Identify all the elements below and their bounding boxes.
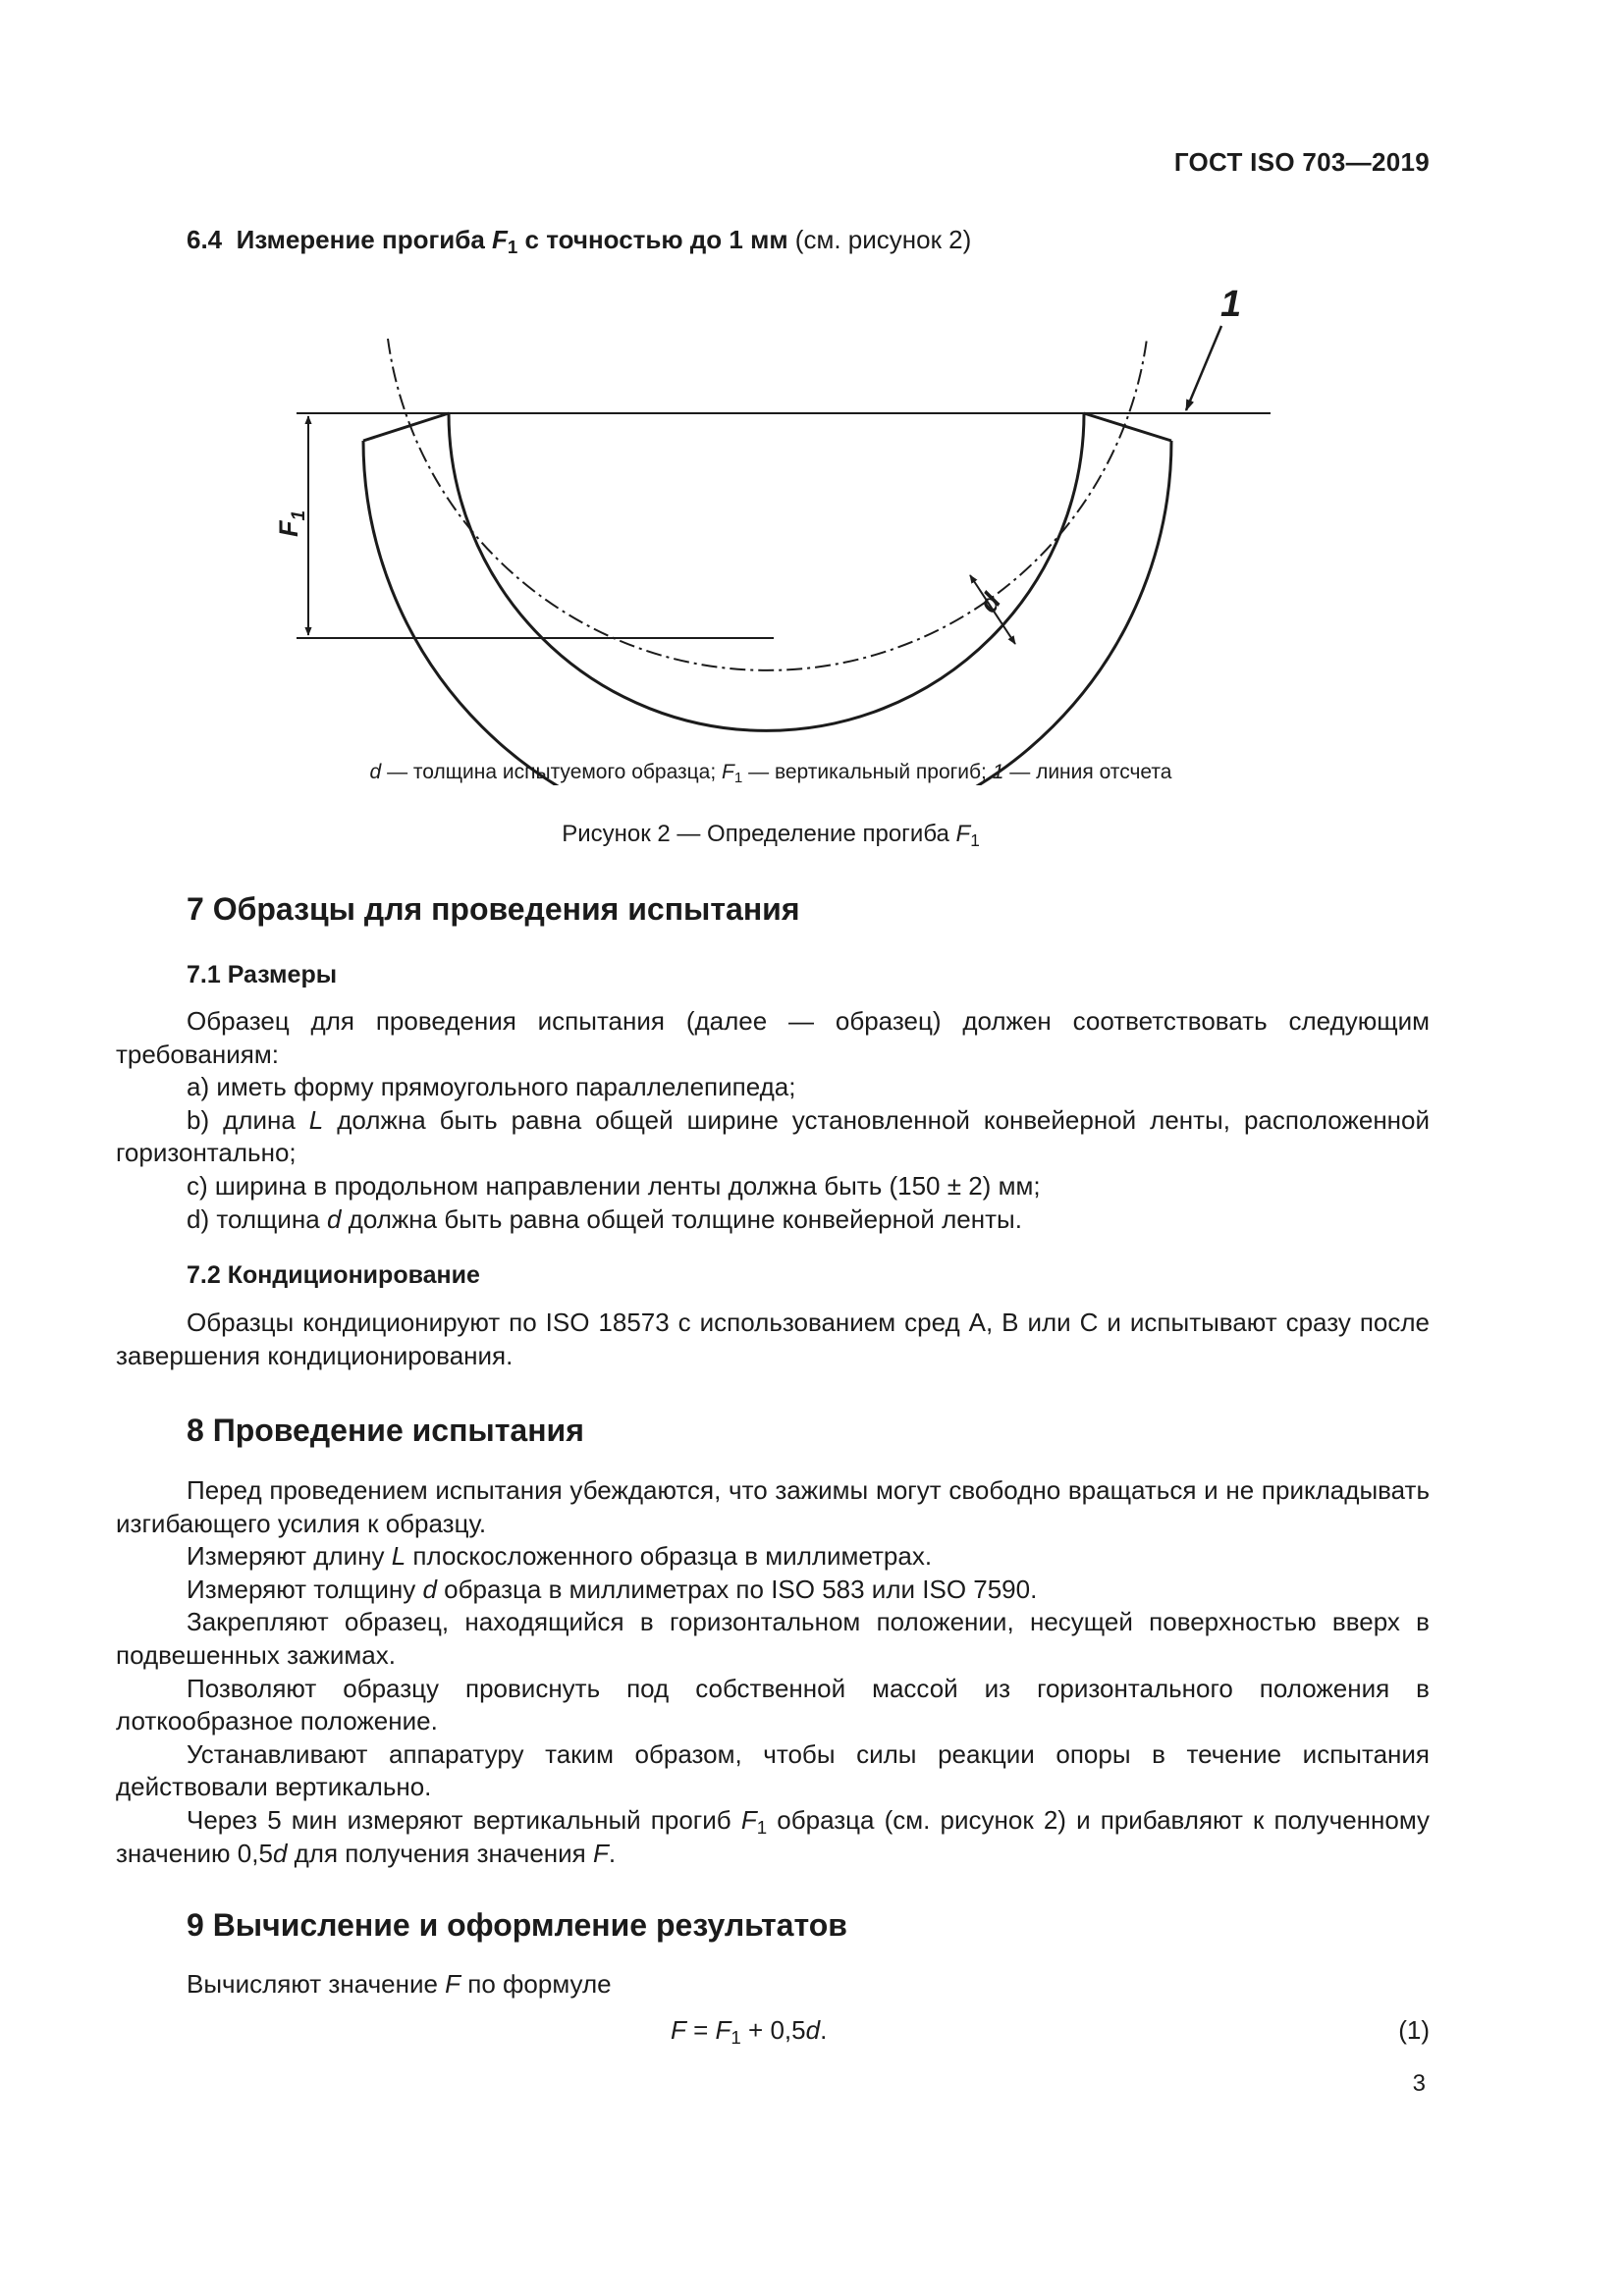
list-item-a: a) иметь форму прямоугольного параллелепипеда; <box>187 1072 796 1102</box>
callout-number: 1 <box>1220 284 1242 325</box>
legend-d-text: — толщина испытуемого образца; <box>381 761 723 783</box>
section-8-body <box>116 1474 1430 1870</box>
figure-legend <box>0 761 1542 787</box>
section-8-heading: 8 Проведение испытания <box>187 1413 584 1448</box>
section-8-p5: Позволяют образцу провиснуть под собственной массой из горизонтального положения в лоткообразное положение. <box>116 1673 1430 1736</box>
section-7-2-heading: 7.2 Кондиционирование <box>187 1261 480 1289</box>
centerline-arc <box>388 339 1147 670</box>
legend-f-text: — вертикальный прогиб; <box>742 761 993 783</box>
caption-var-sub: 1 <box>970 829 980 850</box>
formula-number: (1) <box>1398 2015 1430 2045</box>
legend-f: F <box>722 761 734 783</box>
caption-var: F <box>955 821 971 847</box>
deflection-label: $F_1$ <box>274 509 309 537</box>
figure-caption <box>0 821 1542 848</box>
section-var-sub: 1 <box>507 237 518 258</box>
section-7-heading: 7 Образцы для проведения испытания <box>187 891 800 927</box>
thickness-label: d <box>973 587 1007 618</box>
section-7-2-text: Образцы кондиционируют по ISO 18573 с использованием сред А, В или С и испытывают сразу после завершения кондиционирования. <box>116 1308 1430 1370</box>
callout-leader <box>1186 326 1221 410</box>
section-var: F <box>492 225 508 254</box>
legend-d: d <box>369 761 382 783</box>
formula: $F = F_1 + 0,5d$. <box>671 2015 828 2049</box>
deflection-figure <box>0 0 1624 785</box>
standard-code-header: ГОСТ ISO 703—2019 <box>1173 147 1430 177</box>
outer-arc <box>363 441 1171 785</box>
section-9-heading: 9 Вычисление и оформление результатов <box>187 1907 847 1943</box>
section-7-2-body <box>116 1307 1430 1372</box>
inner-arc <box>449 413 1084 730</box>
section-number: 6.4 <box>187 225 223 254</box>
section-9-body <box>116 1968 1430 2002</box>
section-8-p2: Измеряют длину L плоскосложенного образца в миллиметрах. <box>187 1541 933 1572</box>
page-number: 3 <box>1412 2070 1426 2097</box>
section-8-p1: Перед проведением испытания убеждаются, что зажимы могут свободно вращаться и не прикладывать изгибающего усилия к образцу. <box>116 1475 1430 1538</box>
left-end-cap <box>363 413 449 441</box>
section-8-p3: Измеряют толщину d образца в миллиметрах по ISO 583 или ISO 7590. <box>187 1574 1038 1604</box>
list-item-b: b) длина L должна быть равна общей ширине установленной конвейерной ленты, расположенной горизонтально; <box>116 1104 1431 1168</box>
section-8-p6: Устанавливают аппаратуру таким образом, чтобы силы реакции опоры в течение испытания действовали вертикально. <box>116 1738 1430 1802</box>
section-8-p4: Закрепляют образец, находящийся в горизонтальном положении, несущей поверхностью вверх в подвешенных зажимах. <box>116 1607 1430 1670</box>
legend-f-sub: 1 <box>733 770 743 787</box>
section-8-p7: Через 5 мин измеряют вертикальный прогиб $F_1$ образца (см. рисунок 2) и прибавляют к полученному значению 0,5d для получения значения F. <box>116 1804 1430 1868</box>
list-item-d: d) толщина d должна быть равна общей толщине конвейерной ленты. <box>187 1203 1022 1234</box>
legend-one: 1 <box>992 761 1004 783</box>
section-9-p1: Вычисляют значение F по формуле <box>187 1969 612 1999</box>
section-7-1-body <box>116 1005 1430 1236</box>
section-note: (см. рисунок 2) <box>787 225 972 254</box>
legend-one-text: — линия отсчета <box>1003 761 1172 783</box>
section-title: Измерение прогиба <box>236 225 493 254</box>
list-item-c: c) ширина в продольном направлении ленты должна быть (150 ± 2) мм; <box>187 1170 1041 1201</box>
section-7-1-heading: 7.1 Размеры <box>187 961 338 988</box>
caption-text: Рисунок 2 — Определение прогиба <box>562 821 956 847</box>
section-title-tail: с точностью до 1 мм <box>517 225 788 254</box>
section-7-1-intro: Образец для проведения испытания (далее — образец) должен соответствовать следующим требованиям: <box>116 1006 1430 1069</box>
